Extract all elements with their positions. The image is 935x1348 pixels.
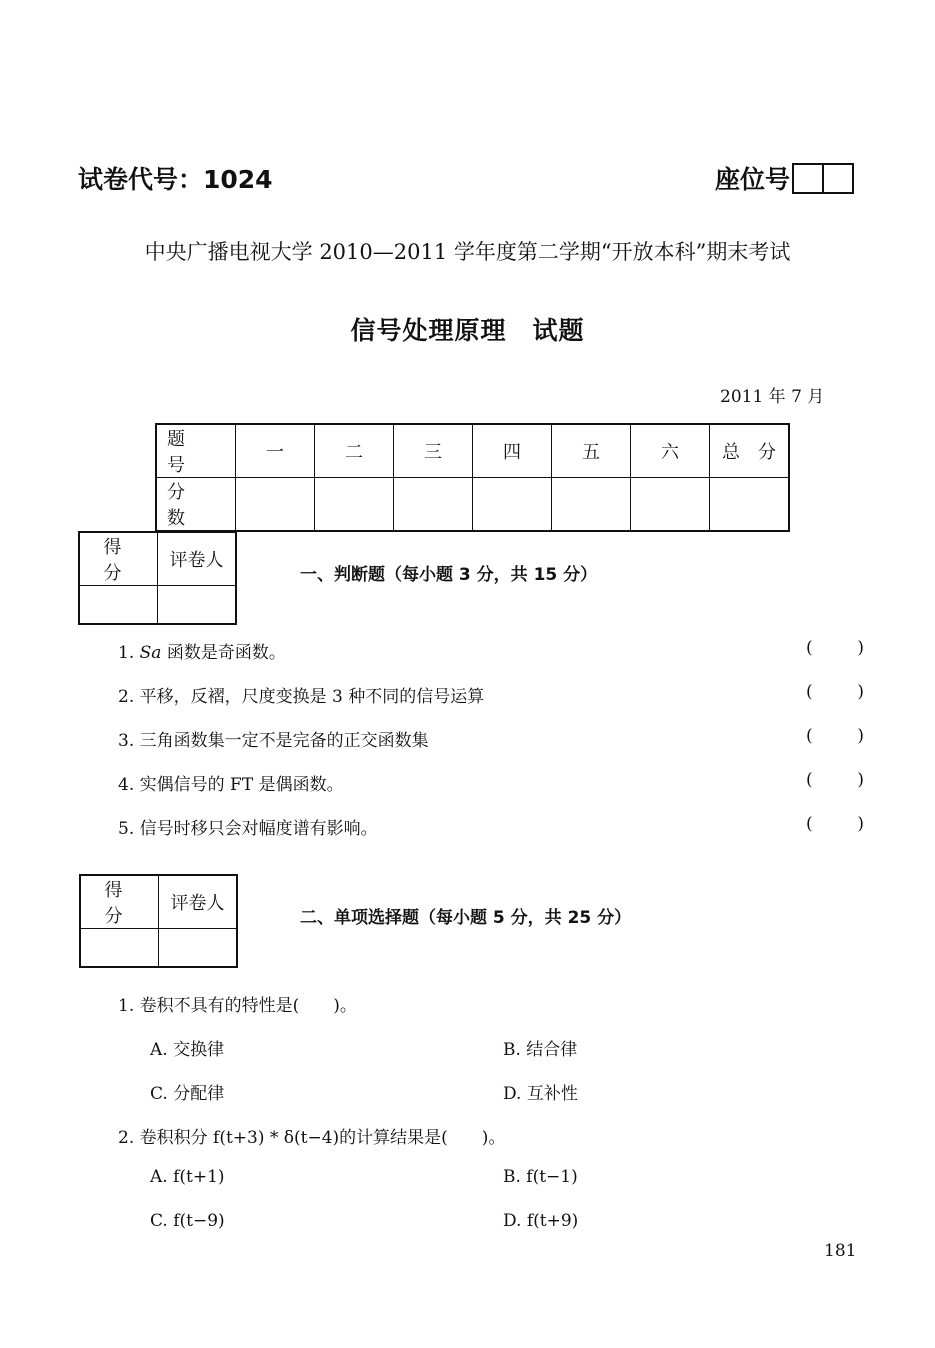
score-table-column: 二 [315,424,394,478]
score-table-row-label: 题 号 [156,424,236,478]
score-table [155,423,790,532]
answer-parentheses: ( ) [806,814,864,834]
score-cell [631,478,710,532]
option-c: C. 分配律 [150,1084,225,1104]
score-table-score-row [156,478,789,532]
option-c: C. f(t−9) [150,1211,225,1231]
option-d: D. f(t+9) [503,1211,579,1231]
score-table-column: 四 [473,424,552,478]
score-table-column: 五 [552,424,631,478]
exam-date: 2011 年 7 月 [720,387,825,407]
grader-box [79,874,238,968]
score-label: 得 分 [79,532,158,586]
score-cell [552,478,631,532]
question-stem: 2. 卷积积分 f(t+3) * δ(t−4)的计算结果是( )。 [118,1128,506,1148]
question-stem: 1. 卷积不具有的特性是( )。 [118,996,357,1016]
score-table-header-row [156,424,789,478]
question-item: 4. 实偶信号的 FT 是偶函数。 [118,775,344,795]
seat-box [792,163,824,194]
score-cell [79,586,158,625]
answer-parentheses: ( ) [806,726,864,746]
seat-number [715,160,854,196]
score-table-column: 总 分 [710,424,790,478]
score-table-row-label: 分 数 [156,478,236,532]
exam-code: 试卷代号：1024 [78,165,273,194]
score-cell [473,478,552,532]
option-a: A. f(t+1) [150,1167,225,1187]
score-table-column: 六 [631,424,710,478]
score-cell [394,478,473,532]
score-cell [80,929,159,968]
answer-parentheses: ( ) [806,682,864,702]
question-item: 2. 平移，反褶，尺度变换是 3 种不同的信号运算 [118,687,485,707]
option-a: A. 交换律 [150,1040,225,1060]
question-item: 5. 信号时移只会对幅度谱有影响。 [118,819,378,839]
option-b: B. f(t−1) [503,1167,578,1187]
score-cell [710,478,790,532]
section2-title: 二、单项选择题（每小题 5 分，共 25 分） [300,908,632,928]
answer-parentheses: ( ) [806,770,864,790]
option-d: D. 互补性 [503,1084,578,1104]
question-item: 3. 三角函数集一定不是完备的正交函数集 [118,731,429,751]
grader-label: 评卷人 [159,875,238,929]
score-table-column: 一 [236,424,315,478]
subject-title: 信号处理原理 试题 [350,316,585,345]
option-b: B. 结合律 [503,1040,578,1060]
seat-number-boxes [792,163,854,194]
score-cell [315,478,394,532]
section1-title: 一、判断题（每小题 3 分，共 15 分） [300,565,598,585]
page-number: 181 [824,1241,857,1261]
score-table-column: 三 [394,424,473,478]
grader-box [78,531,237,625]
answer-parentheses: ( ) [806,638,864,658]
seat-box [824,163,854,194]
score-cell [236,478,315,532]
score-label: 得 分 [80,875,159,929]
grader-cell [159,929,238,968]
seat-label: 座位号 [715,165,791,194]
grader-cell [158,586,237,625]
grader-label: 评卷人 [158,532,237,586]
exam-heading: 中央广播电视大学 2010—2011 学年度第二学期“开放本科”期末考试 [144,240,791,264]
question-item: 1. Sa 函数是奇函数。 [118,643,286,663]
